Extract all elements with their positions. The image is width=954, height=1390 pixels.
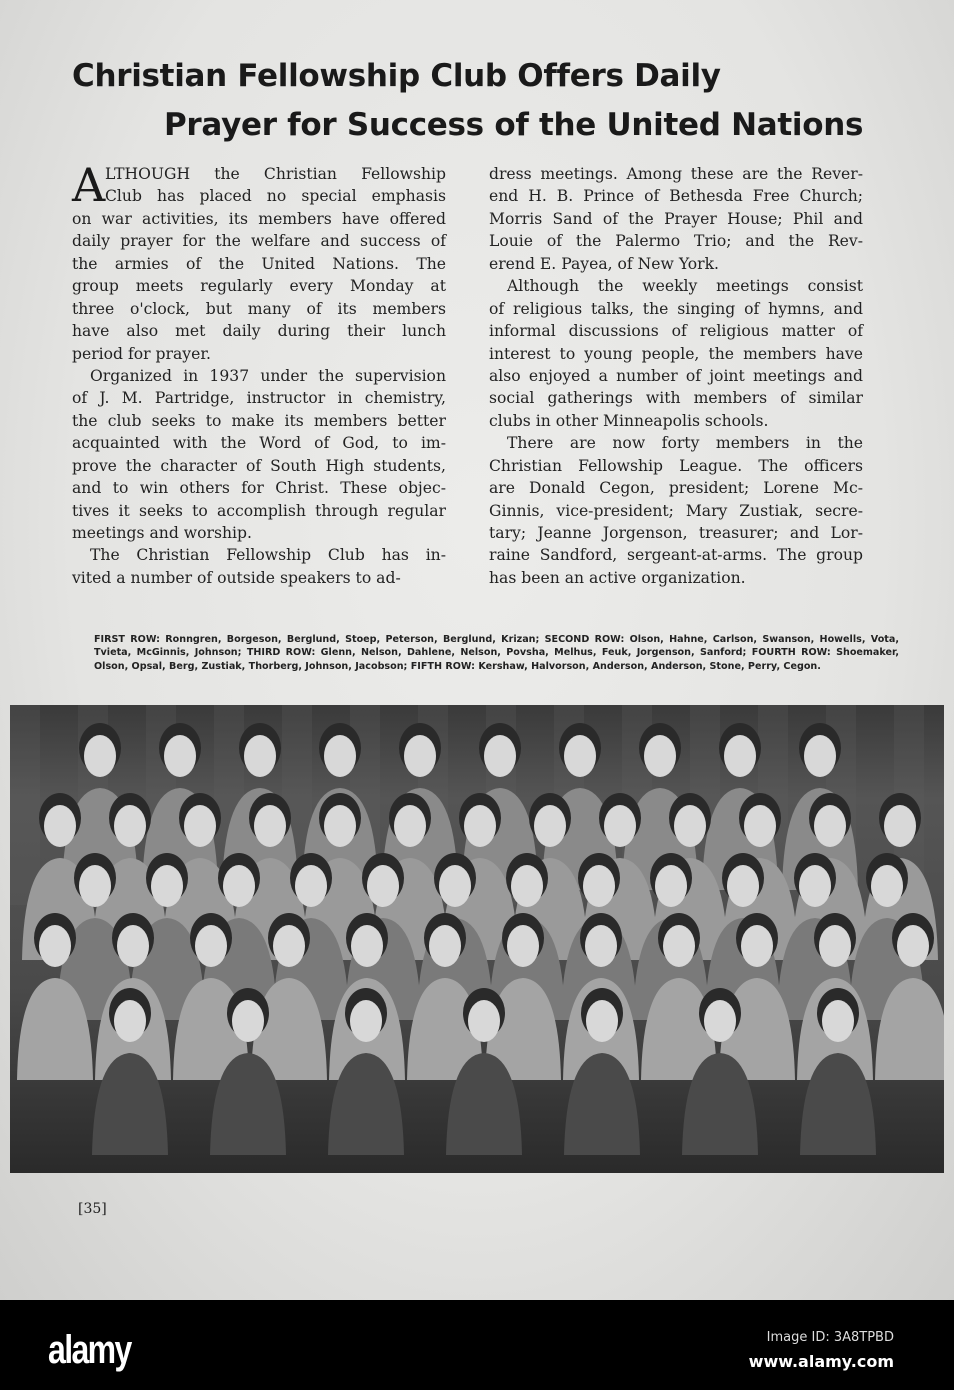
article-left-column (72, 158, 446, 589)
article-text-line: Ginnis, vice-president; Mary Zustiak, secre- (489, 501, 863, 520)
person-face (822, 1000, 854, 1042)
article-text-line: are Donald Cegon, president; Lorene Mc- (489, 479, 863, 498)
photo-caption: FIRST ROW: Ronngren, Borgeson, Berglund, Stoep, Peterson, Berglund, Krizan; SECOND ROW: Olson, Hahne, Carlson, Swanson, Howells, Vota, Tvieta, McGinnis, Johnson; THIRD ROW: Glenn, Nelson, Dahlene, Nelson, Povsha, Melhus, Feuk, Jorgenson, Sanford; FOURTH ROW: Shoemaker, Olson, Opsal, Berg, Zustiak, Thorberg, Johnson, Jacobson; FIFTH ROW: Kershaw, Halvorson, Anderson, Anderson, Stone, Perry, Cegon. (94, 634, 899, 672)
alamy-logo: alamy (48, 1328, 131, 1372)
article-text-line: on war activities, its members have offered (72, 209, 446, 228)
article-text-line: of religious talks, the singing of hymns, and (489, 299, 863, 318)
person-face (511, 865, 543, 907)
article-text-line: Club has placed no special emphasis (105, 187, 446, 206)
article-text-line: Morris Sand of the Prayer House; Phil and (489, 209, 863, 228)
person-face (727, 865, 759, 907)
article-text-line: group meets regularly every Monday at (72, 277, 446, 296)
person-face (464, 805, 496, 847)
person-face (117, 925, 149, 967)
headline-line-1: Christian Fellowship Club Offers Daily (72, 58, 721, 94)
article-text-line: tary; Jeanne Jorgenson, treasurer; and Lor- (489, 524, 863, 542)
article-text-line: raine Sandford, sergeant-at-arms. The group (489, 546, 863, 565)
person-face (583, 865, 615, 907)
person-face (586, 1000, 618, 1042)
article-text-line: end H. B. Prince of Bethesda Free Church; (489, 187, 863, 206)
person-face (232, 1000, 264, 1042)
person-face (184, 805, 216, 847)
page-number: [35] (78, 1201, 107, 1217)
article-text-line: Organized in 1937 under the supervision (90, 366, 446, 385)
person-face (585, 925, 617, 967)
person-face (273, 925, 305, 967)
person-face (404, 735, 436, 777)
watermark-bar (0, 1300, 954, 1390)
person-face (44, 805, 76, 847)
person-face (799, 865, 831, 907)
person-face (663, 925, 695, 967)
group-photo-illustration (10, 705, 944, 1173)
article-text-line: period for prayer. (72, 344, 212, 363)
article-text-line: interest to young people, the members have (489, 344, 863, 363)
article-text-line: has been an active organization. (489, 568, 746, 587)
article-text-line: meetings and worship. (72, 524, 252, 542)
group-photo (10, 705, 944, 1173)
person-face (814, 805, 846, 847)
person-face (704, 1000, 736, 1042)
article-text-line: tives it seeks to accomplish through regular (72, 501, 446, 520)
article-text-line: Louie of the Palermo Trio; and the Rev- (489, 232, 863, 251)
article-text-line: erend E. Payea, of New York. (489, 254, 720, 273)
article-text-line: dress meetings. Among these are the Rever- (489, 165, 863, 183)
article-text-line: Christian Fellowship League. The officers (489, 456, 863, 475)
person-face (394, 805, 426, 847)
article-text-line: social gatherings with members of similar (489, 389, 863, 408)
person-face (429, 925, 461, 967)
person-face (84, 735, 116, 777)
person-face (439, 865, 471, 907)
article-text-line: prove the character of South High students, (72, 456, 446, 475)
article-text-line: informal discussions of religious matter of (489, 322, 863, 341)
curtain-fold (10, 705, 40, 905)
article-text-line: vited a number of outside speakers to ad- (72, 568, 401, 587)
person-face (367, 865, 399, 907)
person-face (324, 805, 356, 847)
person-face (804, 735, 836, 777)
article-text-line: daily prayer for the welfare and success of (72, 232, 446, 251)
person-face (254, 805, 286, 847)
article-text-line: Although the weekly meetings consist (507, 277, 863, 296)
article-text-line: and to win others for Christ. These objec- (72, 479, 446, 498)
person-face (223, 865, 255, 907)
article-text-line: LTHOUGH the Christian Fellowship (105, 165, 446, 183)
person-face (350, 1000, 382, 1042)
person-face (644, 735, 676, 777)
person-face (468, 1000, 500, 1042)
person-face (897, 925, 929, 967)
article-text-line: have also met daily during their lunch (72, 322, 446, 341)
person-face (244, 735, 276, 777)
person-face (79, 865, 111, 907)
person-face (724, 735, 756, 777)
article-text-line: also enjoyed a number of joint meetings and (489, 366, 863, 385)
watermark-url: www.alamy.com (748, 1352, 894, 1371)
article-text-line: The Christian Fellowship Club has in- (90, 546, 446, 565)
person-face (884, 805, 916, 847)
person-face (114, 1000, 146, 1042)
person-face (819, 925, 851, 967)
person-face (114, 805, 146, 847)
image-id: Image ID: 3A8TPBD (766, 1330, 894, 1345)
person-face (871, 865, 903, 907)
article-right-column (489, 163, 863, 589)
person-face (534, 805, 566, 847)
person-face (674, 805, 706, 847)
drop-cap: A (72, 158, 106, 212)
article-text-line: clubs in other Minneapolis schools. (489, 411, 769, 430)
person-face (741, 925, 773, 967)
person-face (39, 925, 71, 967)
person-face (164, 735, 196, 777)
person-face (604, 805, 636, 847)
headline-line-2: Prayer for Success of the United Nations (164, 107, 864, 143)
person-face (195, 925, 227, 967)
person-face (351, 925, 383, 967)
article-text-line: acquainted with the Word of God, to im- (72, 434, 446, 453)
person-face (484, 735, 516, 777)
person-face (507, 925, 539, 967)
person-face (655, 865, 687, 907)
person-face (324, 735, 356, 777)
person-face (744, 805, 776, 847)
article-text-line: the armies of the United Nations. The (72, 254, 446, 273)
article-text-line: of J. M. Partridge, instructor in chemistry, (72, 389, 446, 408)
article-text-line: the club seeks to make its members better (72, 411, 446, 430)
article-text-line: three o'clock, but many of its members (72, 299, 446, 318)
article-text-line: There are now forty members in the (507, 434, 863, 453)
person-face (295, 865, 327, 907)
person-face (151, 865, 183, 907)
person-face (564, 735, 596, 777)
